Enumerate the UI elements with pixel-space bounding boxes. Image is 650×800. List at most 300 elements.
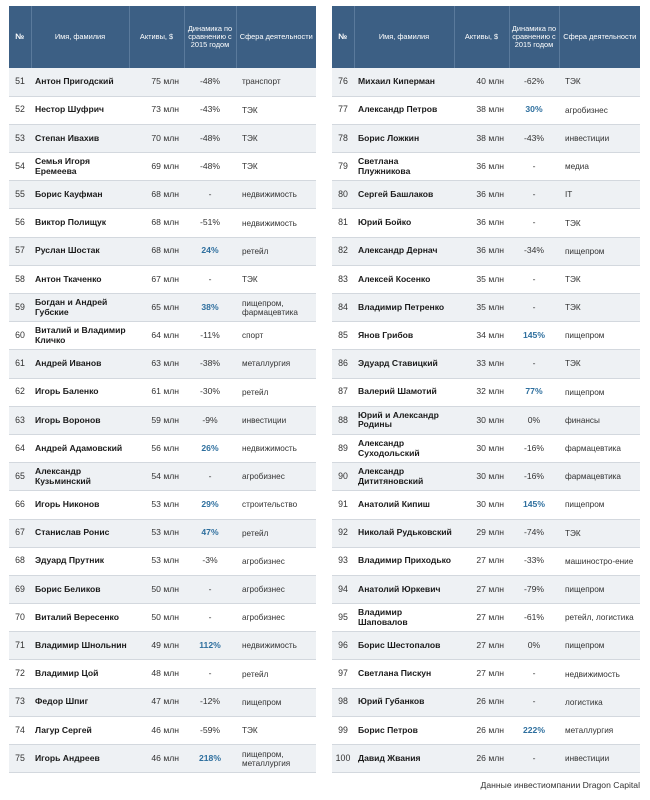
row-num: 51 — [9, 68, 31, 96]
row-name: Руслан Шостак — [31, 237, 129, 265]
row-name: Анатолий Юркевич — [354, 575, 454, 603]
row-num: 81 — [332, 209, 354, 237]
table-row — [332, 68, 640, 96]
header-sphere: Сфера деятельности — [559, 6, 640, 68]
row-dynamics: 26% — [184, 434, 236, 462]
row-assets: 53 млн — [129, 547, 184, 575]
table-row — [9, 322, 316, 350]
row-sphere: IT — [559, 181, 640, 209]
row-name: Анатолий Кипиш — [354, 491, 454, 519]
row-name: Александр Кузьминский — [31, 463, 129, 491]
table-row — [9, 68, 316, 96]
row-sphere: недвижимость — [236, 181, 316, 209]
row-num: 76 — [332, 68, 354, 96]
row-dynamics: 218% — [184, 745, 236, 773]
row-dynamics: 29% — [184, 491, 236, 519]
row-dynamics: -30% — [184, 378, 236, 406]
table-row — [332, 660, 640, 688]
row-sphere: спорт — [236, 322, 316, 350]
row-name: Игорь Воронов — [31, 406, 129, 434]
row-name: Виталий и Владимир Кличко — [31, 322, 129, 350]
row-name: Светлана Плужникова — [354, 153, 454, 181]
table-row — [9, 491, 316, 519]
row-num: 56 — [9, 209, 31, 237]
row-name: Борис Шестопалов — [354, 632, 454, 660]
row-assets: 47 млн — [129, 688, 184, 716]
row-assets: 27 млн — [454, 660, 509, 688]
row-assets: 27 млн — [454, 632, 509, 660]
row-name: Семья Игоря Еремеева — [31, 153, 129, 181]
table-row — [332, 378, 640, 406]
row-num: 74 — [9, 716, 31, 744]
row-num: 72 — [9, 660, 31, 688]
table-row — [332, 434, 640, 462]
row-name: Борис Беликов — [31, 575, 129, 603]
row-num: 89 — [332, 434, 354, 462]
row-sphere: агробизнес — [236, 547, 316, 575]
table-row — [332, 294, 640, 322]
table-row — [332, 491, 640, 519]
row-num: 96 — [332, 632, 354, 660]
row-name: Владимир Приходько — [354, 547, 454, 575]
row-num: 54 — [9, 153, 31, 181]
row-name: Александр Суходольский — [354, 434, 454, 462]
table-row — [332, 265, 640, 293]
row-sphere: пищепром, металлургия — [236, 745, 316, 773]
table-row — [332, 322, 640, 350]
row-num: 93 — [332, 547, 354, 575]
row-sphere: ТЭК — [236, 265, 316, 293]
row-num: 92 — [332, 519, 354, 547]
row-sphere: пищепром — [559, 491, 640, 519]
row-sphere: недвижимость — [236, 632, 316, 660]
row-assets: 70 млн — [129, 124, 184, 152]
table-row — [9, 153, 316, 181]
row-dynamics: - — [509, 181, 559, 209]
row-sphere: ретейл — [236, 660, 316, 688]
table-row — [332, 463, 640, 491]
table-row — [332, 688, 640, 716]
row-name: Андрей Адамовский — [31, 434, 129, 462]
row-dynamics: 77% — [509, 378, 559, 406]
rating-tables — [9, 6, 641, 774]
row-assets: 36 млн — [454, 153, 509, 181]
row-dynamics: -48% — [184, 153, 236, 181]
table-row — [9, 604, 316, 632]
row-sphere: логистика — [559, 688, 640, 716]
row-dynamics: - — [184, 660, 236, 688]
row-sphere: фармацевтика — [559, 463, 640, 491]
row-sphere: пищепром — [559, 575, 640, 603]
row-name: Борис Ложкин — [354, 124, 454, 152]
row-sphere: недвижимость — [236, 434, 316, 462]
row-dynamics: - — [184, 575, 236, 603]
row-sphere: ТЭК — [559, 209, 640, 237]
row-num: 95 — [332, 604, 354, 632]
row-dynamics: -16% — [509, 463, 559, 491]
row-num: 87 — [332, 378, 354, 406]
row-num: 61 — [9, 350, 31, 378]
row-assets: 75 млн — [129, 68, 184, 96]
row-num: 58 — [9, 265, 31, 293]
row-num: 78 — [332, 124, 354, 152]
row-num: 88 — [332, 406, 354, 434]
row-dynamics: 0% — [509, 632, 559, 660]
row-assets: 32 млн — [454, 378, 509, 406]
row-name: Степан Ивахив — [31, 124, 129, 152]
row-assets: 54 млн — [129, 463, 184, 491]
header-name: Имя, фамилия — [31, 6, 129, 68]
row-dynamics: 0% — [509, 406, 559, 434]
row-sphere: пищепром — [236, 688, 316, 716]
row-name: Эдуард Ставицкий — [354, 350, 454, 378]
row-sphere: ТЭК — [559, 519, 640, 547]
row-sphere: ретейл — [236, 519, 316, 547]
row-assets: 68 млн — [129, 209, 184, 237]
row-num: 55 — [9, 181, 31, 209]
row-dynamics: -51% — [184, 209, 236, 237]
row-num: 57 — [9, 237, 31, 265]
table-row — [9, 745, 316, 773]
row-num: 75 — [9, 745, 31, 773]
table-row — [9, 716, 316, 744]
row-assets: 73 млн — [129, 96, 184, 124]
row-dynamics: -34% — [509, 237, 559, 265]
table-row — [332, 604, 640, 632]
row-assets: 30 млн — [454, 491, 509, 519]
table-row — [9, 660, 316, 688]
row-sphere: ТЭК — [559, 265, 640, 293]
row-num: 94 — [332, 575, 354, 603]
table-row — [332, 632, 640, 660]
row-name: Сергей Башлаков — [354, 181, 454, 209]
row-dynamics: -59% — [184, 716, 236, 744]
table-row — [9, 575, 316, 603]
row-name: Юрий и Александр Родины — [354, 406, 454, 434]
row-assets: 67 млн — [129, 265, 184, 293]
row-sphere: пищепром — [559, 237, 640, 265]
row-dynamics: -43% — [184, 96, 236, 124]
row-sphere: ТЭК — [559, 68, 640, 96]
table-row — [332, 547, 640, 575]
row-num: 53 — [9, 124, 31, 152]
row-name: Юрий Бойко — [354, 209, 454, 237]
row-num: 80 — [332, 181, 354, 209]
row-num: 100 — [332, 745, 354, 773]
row-dynamics: -48% — [184, 68, 236, 96]
row-num: 90 — [332, 463, 354, 491]
rating-table-right — [332, 6, 640, 773]
row-dynamics: 30% — [509, 96, 559, 124]
row-assets: 46 млн — [129, 745, 184, 773]
row-assets: 29 млн — [454, 519, 509, 547]
row-dynamics: - — [184, 181, 236, 209]
row-sphere: ТЭК — [236, 716, 316, 744]
row-dynamics: 112% — [184, 632, 236, 660]
table-row — [9, 181, 316, 209]
row-sphere: инвестиции — [236, 406, 316, 434]
table-header-row — [9, 6, 316, 68]
row-assets: 53 млн — [129, 491, 184, 519]
row-name: Юрий Губанков — [354, 688, 454, 716]
row-sphere: фармацевтика — [559, 434, 640, 462]
row-assets: 35 млн — [454, 294, 509, 322]
table-row — [9, 378, 316, 406]
row-num: 73 — [9, 688, 31, 716]
table-row — [332, 181, 640, 209]
row-name: Виктор Полищук — [31, 209, 129, 237]
row-dynamics: -3% — [184, 547, 236, 575]
header-dynamics: Динамика по сравнению с 2015 годом — [184, 6, 236, 68]
source-note: Данные инвестиомпании Dragon Capital — [480, 780, 640, 790]
table-row — [9, 124, 316, 152]
row-num: 63 — [9, 406, 31, 434]
table-row — [9, 434, 316, 462]
row-assets: 68 млн — [129, 237, 184, 265]
table-row — [332, 745, 640, 773]
table-row — [9, 547, 316, 575]
table-row — [9, 294, 316, 322]
row-assets: 27 млн — [454, 604, 509, 632]
row-dynamics: 38% — [184, 294, 236, 322]
row-assets: 59 млн — [129, 406, 184, 434]
rating-table-left — [9, 6, 316, 773]
row-num: 62 — [9, 378, 31, 406]
row-num: 91 — [332, 491, 354, 519]
row-num: 84 — [332, 294, 354, 322]
table-header-row — [332, 6, 640, 68]
row-assets: 63 млн — [129, 350, 184, 378]
row-name: Владимир Петренко — [354, 294, 454, 322]
row-name: Игорь Никонов — [31, 491, 129, 519]
row-num: 64 — [9, 434, 31, 462]
row-num: 60 — [9, 322, 31, 350]
table-row — [332, 716, 640, 744]
row-num: 71 — [9, 632, 31, 660]
row-dynamics: -74% — [509, 519, 559, 547]
row-assets: 69 млн — [129, 153, 184, 181]
row-name: Игорь Андреев — [31, 745, 129, 773]
row-name: Андрей Иванов — [31, 350, 129, 378]
table-row — [9, 519, 316, 547]
row-sphere: ТЭК — [559, 350, 640, 378]
row-sphere: машиностро-ение — [559, 547, 640, 575]
table-body-right — [332, 68, 640, 773]
row-dynamics: - — [184, 463, 236, 491]
row-name: Станислав Ронис — [31, 519, 129, 547]
table-row — [332, 96, 640, 124]
row-dynamics: -79% — [509, 575, 559, 603]
table-row — [332, 406, 640, 434]
row-sphere: финансы — [559, 406, 640, 434]
row-name: Виталий Вересенко — [31, 604, 129, 632]
row-num: 59 — [9, 294, 31, 322]
row-dynamics: 47% — [184, 519, 236, 547]
row-dynamics: -9% — [184, 406, 236, 434]
row-num: 69 — [9, 575, 31, 603]
row-assets: 46 млн — [129, 716, 184, 744]
row-num: 70 — [9, 604, 31, 632]
row-assets: 53 млн — [129, 519, 184, 547]
row-num: 79 — [332, 153, 354, 181]
row-name: Николай Рудьковский — [354, 519, 454, 547]
row-dynamics: -38% — [184, 350, 236, 378]
header-assets: Активы, $ — [129, 6, 184, 68]
row-dynamics: -33% — [509, 547, 559, 575]
row-assets: 26 млн — [454, 688, 509, 716]
row-dynamics: -43% — [509, 124, 559, 152]
table-row — [332, 124, 640, 152]
row-sphere: ретейл — [236, 237, 316, 265]
table-row — [9, 632, 316, 660]
row-assets: 30 млн — [454, 434, 509, 462]
row-sphere: инвестиции — [559, 745, 640, 773]
row-dynamics: - — [509, 294, 559, 322]
row-name: Михаил Киперман — [354, 68, 454, 96]
row-name: Игорь Баленко — [31, 378, 129, 406]
row-num: 68 — [9, 547, 31, 575]
row-num: 52 — [9, 96, 31, 124]
row-assets: 68 млн — [129, 181, 184, 209]
table-row — [9, 209, 316, 237]
row-num: 67 — [9, 519, 31, 547]
table-row — [332, 153, 640, 181]
row-assets: 38 млн — [454, 96, 509, 124]
row-dynamics: - — [509, 265, 559, 293]
row-dynamics: 24% — [184, 237, 236, 265]
row-num: 83 — [332, 265, 354, 293]
row-num: 66 — [9, 491, 31, 519]
row-name: Светлана Пискун — [354, 660, 454, 688]
header-sphere: Сфера деятельности — [236, 6, 316, 68]
row-sphere: строительство — [236, 491, 316, 519]
row-assets: 33 млн — [454, 350, 509, 378]
row-sphere: ретейл — [236, 378, 316, 406]
row-dynamics: -48% — [184, 124, 236, 152]
row-name: Антон Ткаченко — [31, 265, 129, 293]
row-sphere: ТЭК — [236, 124, 316, 152]
row-assets: 26 млн — [454, 745, 509, 773]
row-assets: 27 млн — [454, 547, 509, 575]
row-dynamics: -61% — [509, 604, 559, 632]
header-num: № — [332, 6, 354, 68]
row-assets: 65 млн — [129, 294, 184, 322]
row-assets: 50 млн — [129, 604, 184, 632]
row-dynamics: - — [184, 265, 236, 293]
row-num: 99 — [332, 716, 354, 744]
row-sphere: недвижимость — [559, 660, 640, 688]
row-name: Александр Дититяновский — [354, 463, 454, 491]
row-assets: 34 млн — [454, 322, 509, 350]
row-dynamics: - — [509, 660, 559, 688]
row-sphere: ТЭК — [559, 294, 640, 322]
row-num: 85 — [332, 322, 354, 350]
row-num: 98 — [332, 688, 354, 716]
header-num: № — [9, 6, 31, 68]
table-row — [9, 688, 316, 716]
row-dynamics: -12% — [184, 688, 236, 716]
row-sphere: агробизнес — [236, 463, 316, 491]
row-dynamics: - — [509, 350, 559, 378]
row-name: Владимир Шаповалов — [354, 604, 454, 632]
row-sphere: пищепром — [559, 632, 640, 660]
row-assets: 30 млн — [454, 463, 509, 491]
row-sphere: транспорт — [236, 68, 316, 96]
table-row — [332, 209, 640, 237]
row-assets: 36 млн — [454, 209, 509, 237]
header-assets: Активы, $ — [454, 6, 509, 68]
row-dynamics: - — [509, 688, 559, 716]
table-row — [9, 406, 316, 434]
row-dynamics: 145% — [509, 491, 559, 519]
table-row — [332, 237, 640, 265]
row-name: Владимир Цой — [31, 660, 129, 688]
row-assets: 64 млн — [129, 322, 184, 350]
row-name: Богдан и Андрей Губские — [31, 294, 129, 322]
row-name: Валерий Шамотий — [354, 378, 454, 406]
row-dynamics: -11% — [184, 322, 236, 350]
table-row — [332, 519, 640, 547]
row-sphere: недвижимость — [236, 209, 316, 237]
row-name: Нестор Шуфрич — [31, 96, 129, 124]
row-assets: 61 млн — [129, 378, 184, 406]
row-assets: 49 млн — [129, 632, 184, 660]
row-sphere: металлургия — [559, 716, 640, 744]
table-row — [332, 575, 640, 603]
row-name: Давид Жвания — [354, 745, 454, 773]
table-row — [332, 350, 640, 378]
row-name: Владимир Шнольнин — [31, 632, 129, 660]
row-name: Борис Петров — [354, 716, 454, 744]
row-assets: 36 млн — [454, 181, 509, 209]
row-sphere: инвестиции — [559, 124, 640, 152]
row-dynamics: -62% — [509, 68, 559, 96]
row-sphere: агробизнес — [236, 604, 316, 632]
row-assets: 56 млн — [129, 434, 184, 462]
row-sphere: медиа — [559, 153, 640, 181]
row-name: Алексей Косенко — [354, 265, 454, 293]
row-name: Борис Кауфман — [31, 181, 129, 209]
row-name: Александр Петров — [354, 96, 454, 124]
table-row — [9, 350, 316, 378]
row-num: 97 — [332, 660, 354, 688]
row-name: Лагур Сергей — [31, 716, 129, 744]
row-sphere: пищепром — [559, 322, 640, 350]
row-sphere: пищепром — [559, 378, 640, 406]
row-assets: 36 млн — [454, 237, 509, 265]
row-assets: 40 млн — [454, 68, 509, 96]
row-num: 82 — [332, 237, 354, 265]
row-name: Федор Шпиг — [31, 688, 129, 716]
row-dynamics: - — [184, 604, 236, 632]
row-assets: 27 млн — [454, 575, 509, 603]
row-sphere: ретейл, логистика — [559, 604, 640, 632]
row-num: 86 — [332, 350, 354, 378]
row-sphere: агробизнес — [236, 575, 316, 603]
row-name: Антон Пригодский — [31, 68, 129, 96]
row-assets: 30 млн — [454, 406, 509, 434]
row-assets: 38 млн — [454, 124, 509, 152]
row-name: Янов Грибов — [354, 322, 454, 350]
row-sphere: агробизнес — [559, 96, 640, 124]
table-row — [9, 463, 316, 491]
row-dynamics: 145% — [509, 322, 559, 350]
header-name: Имя, фамилия — [354, 6, 454, 68]
row-dynamics: 222% — [509, 716, 559, 744]
row-sphere: пищепром, фармацевтика — [236, 294, 316, 322]
row-num: 77 — [332, 96, 354, 124]
table-body-left — [9, 68, 316, 773]
